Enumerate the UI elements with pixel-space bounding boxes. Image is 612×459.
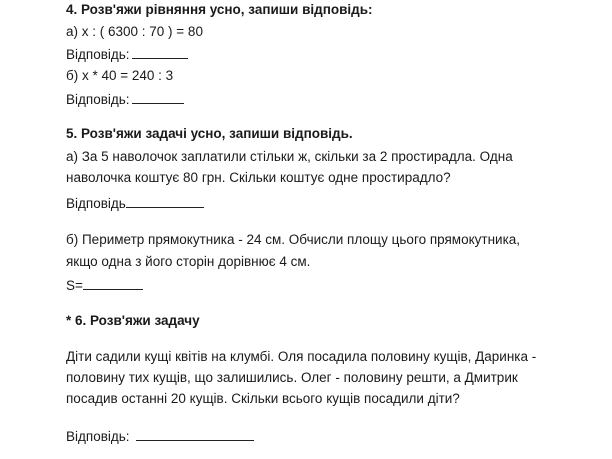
task6-answer bbox=[66, 428, 254, 445]
task5-b-line1: б) Периметр прямокутника - 24 см. Обчисли площу цього прямокутника, bbox=[66, 232, 521, 247]
task5-a-answer-blank bbox=[126, 195, 204, 208]
task5-a-line2: наволочка коштує 80 грн. Скільки коштує одне простирадло? bbox=[66, 170, 451, 185]
task5-b-answer bbox=[66, 277, 143, 294]
task4-answer-b bbox=[66, 91, 184, 108]
task5-b-line2: якщо одна з його сторін дорівнює 4 см. bbox=[66, 254, 311, 269]
task5-title: 5. Розв'яжи задачі усно, запиши відповідь. bbox=[66, 126, 353, 141]
task4-answer-b-label: Відповідь: bbox=[66, 92, 130, 107]
task6-answer-blank bbox=[136, 428, 254, 441]
task4-answer-b-blank bbox=[132, 91, 184, 104]
task5-a-line1: а) За 5 наволочок заплатили стільки ж, скільки за 2 простирадла. Одна bbox=[66, 149, 513, 164]
task5-a-answer-label: Відповідь bbox=[66, 196, 126, 211]
task6-line2: половину тих кущів, що залишились. Олег - половину решти, а Дмитрик bbox=[66, 370, 518, 385]
task6-line1: Діти садили кущі квітів на клумбі. Оля посадила половину кущів, Даринка - bbox=[66, 349, 537, 364]
task4-answer-a-label: Відповідь: bbox=[66, 47, 130, 62]
task5-b-answer-label: S= bbox=[66, 278, 83, 293]
task5-b-answer-blank bbox=[83, 277, 143, 290]
task4-title: 4. Розв'яжи рівняння усно, запиши відповідь: bbox=[66, 2, 373, 17]
task6-line3: посадив останні 20 кущів. Скільки всього кущів посадили діти? bbox=[66, 391, 460, 406]
task5-a-answer bbox=[66, 195, 204, 212]
task4-answer-a-blank bbox=[132, 46, 188, 59]
task4-equation-b: б) х * 40 = 240 : 3 bbox=[66, 68, 174, 83]
task4-answer-a bbox=[66, 46, 188, 63]
task6-title: * 6. Розв'яжи задачу bbox=[66, 313, 200, 328]
task6-answer-label: Відповідь: bbox=[66, 429, 130, 444]
task4-equation-a: а) х : ( 6300 : 70 ) = 80 bbox=[66, 24, 203, 39]
